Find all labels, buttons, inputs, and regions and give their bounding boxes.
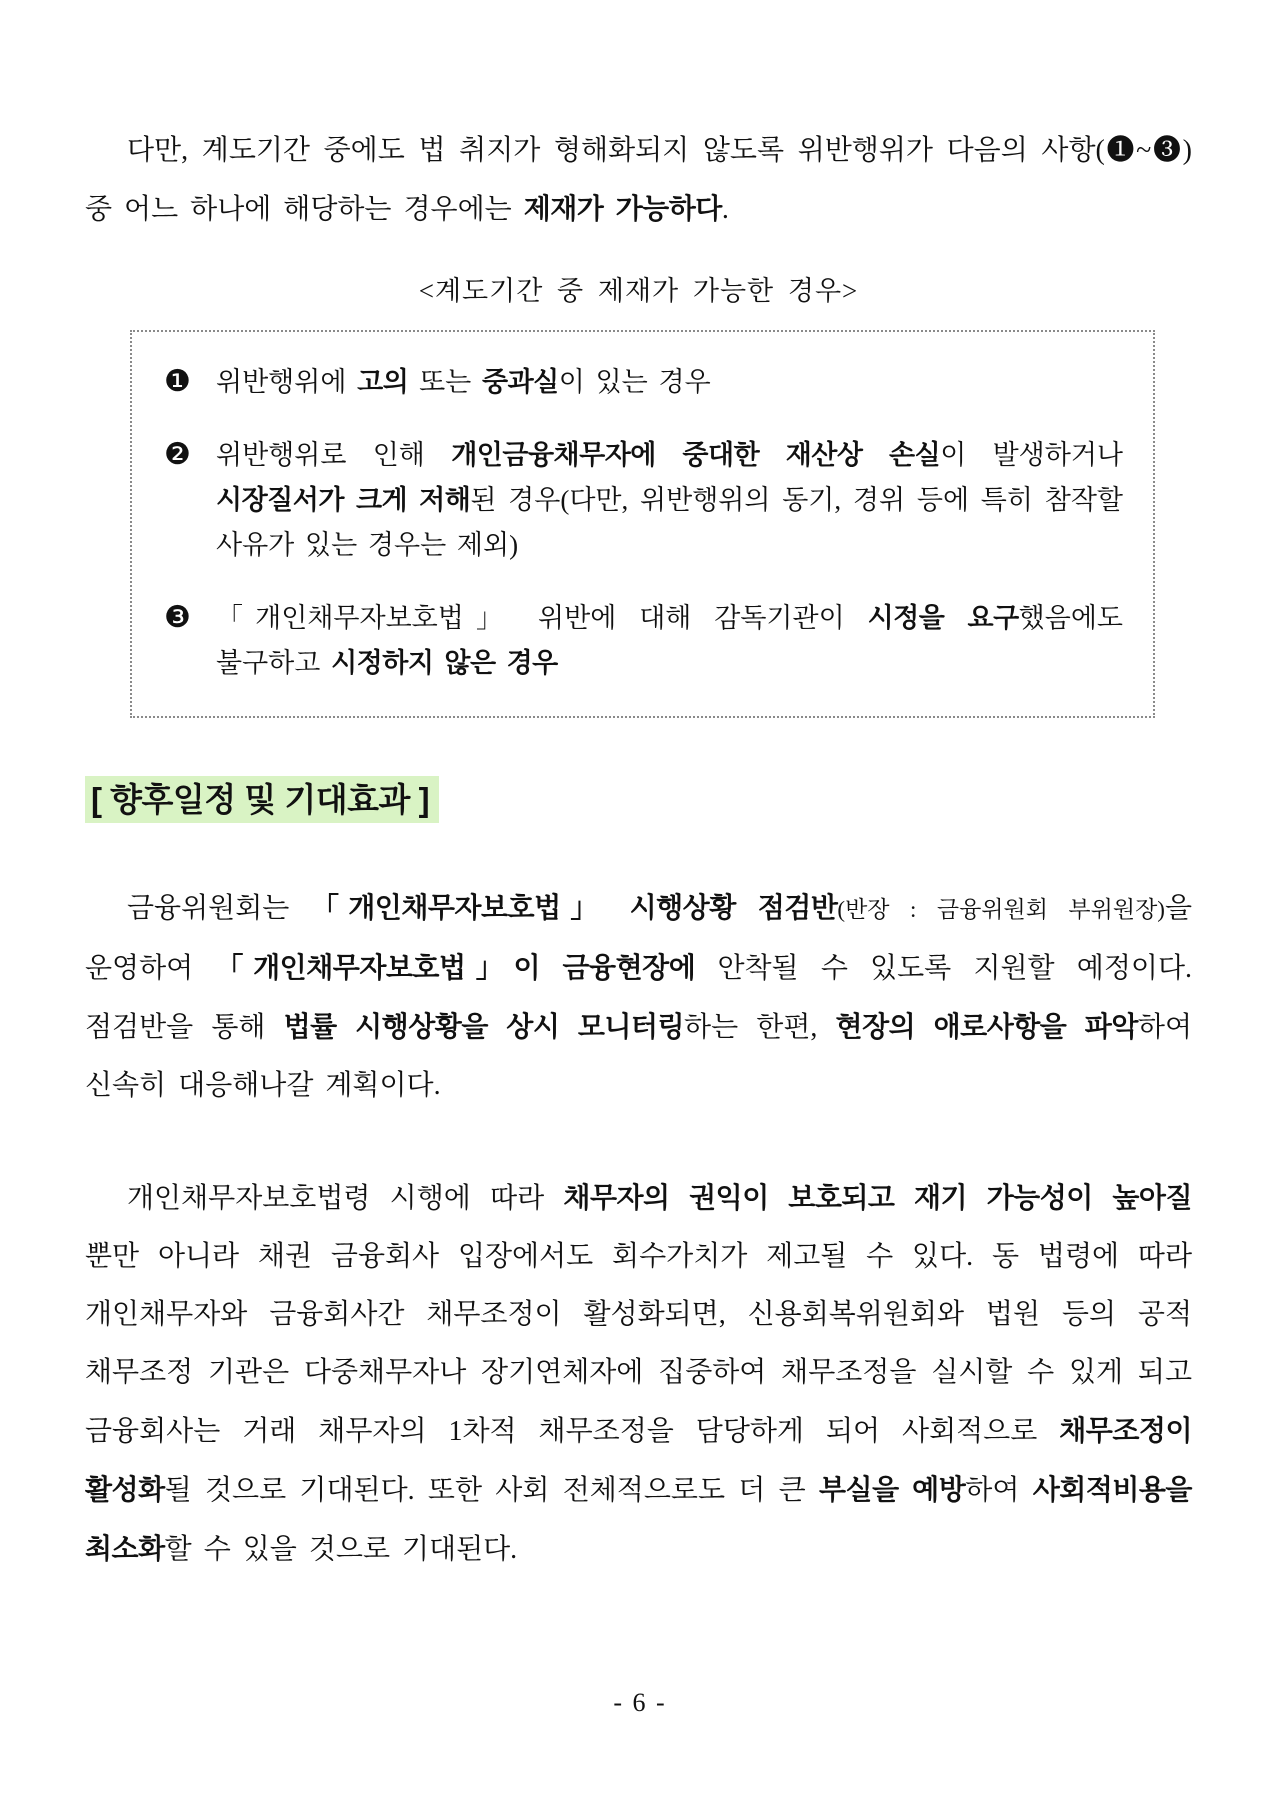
box-item-3-text: 「개인채무자보호법」 위반에 대해 감독기관이 시정을 요구했음에도 불구하고 시정하지 않은 경우 <box>216 603 1123 678</box>
box-caption: <계도기간 중 제재가 가능한 경우> <box>418 276 859 306</box>
section-header <box>85 774 1192 821</box>
section-title: [ 향후일정 및 기대효과 ] <box>85 776 439 823</box>
sanction-cases-box <box>130 330 1155 718</box>
circled-number-3-icon: ❸ <box>164 601 191 634</box>
box-item-2-text: 위반행위로 인해 개인금융채무자에 중대한 재산상 손실이 발생하거나 시장질서가 크게 저해된 경우(다만, 위반행위의 동기, 경위 등에 특히 참작할 사유가 있는 경우는 제외) <box>216 440 1124 560</box>
paragraph-expected-effect: 개인채무자보호법령 시행에 따라 채무자의 권익이 보호되고 재기 가능성이 높아질 뿐만 아니라 채권 금융회사 입장에서도 회수가치가 제고될 수 있다. 동 법령에 따라 개인채무자와 금융회사간 채무조정이 활성화되면, 신용회복위원회와 법원 등의 공적 채무조정 기관은 다중채무자나 장기연체자에 집중하여 채무조정을 실시할 수 있게 되고 금융회사는 거래 채무자의 1차적 채무조정을 담당하게 되어 사회적으로 채무조정이 활성화될 것으로 기대된다. 또한 사회 전체적으로도 더 큰 부실을 예방하여 사회적비용을 최소화할 수 있을 것으로 기대된다. <box>85 1182 1192 1565</box>
box-item-2 <box>164 433 1123 568</box>
paragraph-future-plan: 금융위원회는 「개인채무자보호법」 시행상황 점검반(반장 : 금융위원회 부위원장)을 운영하여 「개인채무자보호법」이 금융현장에 안착될 수 있도록 지원할 예정이다. 점검반을 통해 법률 시행상황을 상시 모니터링하는 한편, 현장의 애로사항을 파악하여 신속히 대응해나갈 계획이다. <box>85 892 1193 1101</box>
page-number: - 6 - <box>613 1688 667 1717</box>
box-item-1 <box>164 360 1123 405</box>
circled-number-1-icon: ❶ <box>164 365 191 398</box>
intro-paragraph: 다만, 계도기간 중에도 법 취지가 형해화되지 않도록 위반행위가 다음의 사항(❶~❸) 중 어느 하나에 해당하는 경우에는 제재가 가능하다. <box>85 135 1192 225</box>
circled-number-2-icon: ❷ <box>164 438 191 471</box>
box-item-3 <box>164 596 1123 686</box>
box-item-1-text: 위반행위에 고의 또는 중과실이 있는 경우 <box>216 367 711 397</box>
